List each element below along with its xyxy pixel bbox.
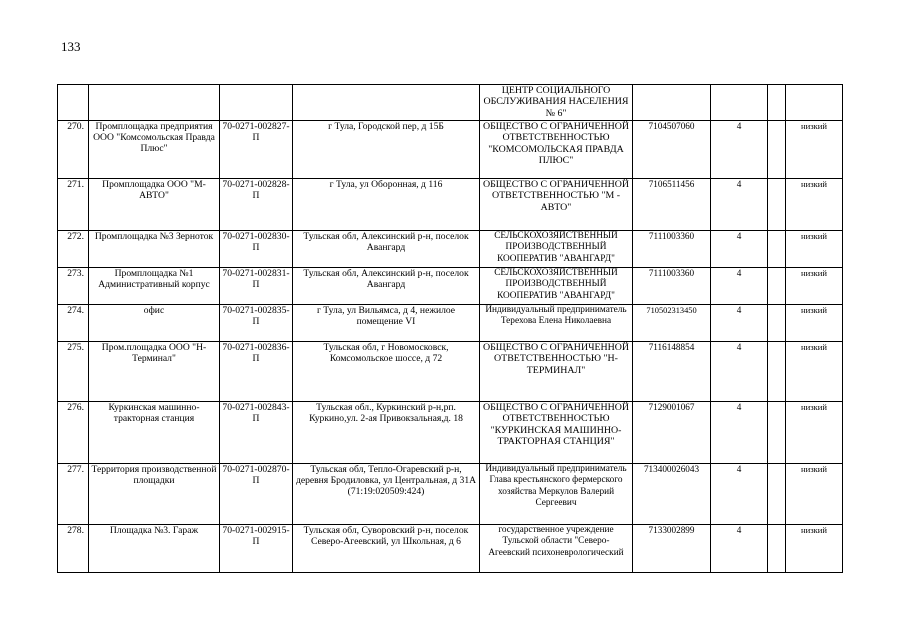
extra-cell [768,305,786,342]
object-code: 70-0271-002827-П [220,121,293,179]
object-owner: СЕЛЬСКОХОЗЯЙСТВЕННЫЙ ПРОИЗВОДСТВЕННЫЙ КООПЕРАТИВ "АВАНГАРД" [480,268,633,305]
object-code: 70-0271-002828-П [220,179,293,231]
page-number: 133 [61,39,81,54]
extra-cell [768,121,786,179]
owner-inn [633,85,711,121]
object-name: Куркинская машинно-тракторная станция [89,402,220,464]
object-category [711,85,768,121]
object-owner: ОБЩЕСТВО С ОГРАНИЧЕННОЙ ОТВЕТСТВЕННОСТЬЮ "Н-ТЕРМИНАЛ" [480,342,633,402]
owner-inn: 7116148854 [633,342,711,402]
risk-level: низкий [786,525,843,573]
object-code: 70-0271-002830-П [220,231,293,268]
table-row [58,179,843,231]
row-number: 278. [58,525,89,573]
owner-inn: 710502313450 [633,305,711,342]
table-row [58,464,843,525]
object-code [220,85,293,121]
object-name: Промплощадка №3 Зерноток [89,231,220,268]
object-address [293,85,480,121]
object-category: 4 [711,121,768,179]
owner-inn: 7111003360 [633,268,711,305]
table-row [58,121,843,179]
extra-cell [768,464,786,525]
row-number: 271. [58,179,89,231]
object-category: 4 [711,342,768,402]
row-number [58,85,89,121]
object-name: Промплощадка №1 Административный корпус [89,268,220,305]
object-address: г Тула, ул Вильямса, д 4, нежилое помещение VI [293,305,480,342]
object-category: 4 [711,402,768,464]
owner-inn: 713400026043 [633,464,711,525]
object-name: Территория производственной площадки [89,464,220,525]
object-code: 70-0271-002870-П [220,464,293,525]
owner-inn: 7104507060 [633,121,711,179]
object-name: офис [89,305,220,342]
object-name: Пром.площадка ООО "Н-Терминал" [89,342,220,402]
extra-cell [768,525,786,573]
object-code: 70-0271-002843-П [220,402,293,464]
table-row [58,85,843,121]
owner-inn: 7106511456 [633,179,711,231]
object-name: Площадка №3. Гараж [89,525,220,573]
object-address: Тульская обл., Куркинский р-н,рп. Куркино,ул. 2-ая Привокзальная,д. 18 [293,402,480,464]
risk-level: низкий [786,121,843,179]
object-code: 70-0271-002915-П [220,525,293,573]
object-category: 4 [711,268,768,305]
registry-table [57,84,843,573]
table-row [58,268,843,305]
risk-level: низкий [786,268,843,305]
object-address: г Тула, Городской пер, д 15Б [293,121,480,179]
row-number: 273. [58,268,89,305]
table-row [58,525,843,573]
extra-cell [768,231,786,268]
risk-level: низкий [786,179,843,231]
row-number: 276. [58,402,89,464]
risk-level: низкий [786,231,843,268]
object-code: 70-0271-002836-П [220,342,293,402]
risk-level: низкий [786,464,843,525]
extra-cell [768,268,786,305]
object-address: Тульская обл, Алексинский р-н, поселок Авангард [293,231,480,268]
row-number: 275. [58,342,89,402]
object-code: 70-0271-002835-П [220,305,293,342]
object-owner: ОБЩЕСТВО С ОГРАНИЧЕННОЙ ОТВЕТСТВЕННОСТЬЮ "КУРКИНСКАЯ МАШИННО-ТРАКТОРНАЯ СТАНЦИЯ" [480,402,633,464]
owner-inn: 7133002899 [633,525,711,573]
extra-cell [768,342,786,402]
object-category: 4 [711,231,768,268]
risk-level [786,85,843,121]
row-number: 277. [58,464,89,525]
row-number: 272. [58,231,89,268]
object-address: Тульская обл, г Новомосковск, Комсомольское шоссе, д 72 [293,342,480,402]
object-owner: государственное учреждение Тульской области "Северо-Агеевский психоневрологический [480,525,633,573]
object-address: Тульская обл, Тепло-Огаревский р-н, деревня Бродиловка, ул Центральная, д 31А (71:19:020509:424) [293,464,480,525]
risk-level: низкий [786,305,843,342]
object-owner: Индивидуальный предприниматель Терехова Елена Николаевна [480,305,633,342]
table-row [58,231,843,268]
object-owner: ЦЕНТР СОЦИАЛЬНОГО ОБСЛУЖИВАНИЯ НАСЕЛЕНИЯ № 6" [480,85,633,121]
extra-cell [768,402,786,464]
object-code: 70-0271-002831-П [220,268,293,305]
owner-inn: 7129001067 [633,402,711,464]
owner-inn: 7111003360 [633,231,711,268]
object-address: г Тула, ул Оборонная, д 116 [293,179,480,231]
object-owner: ОБЩЕСТВО С ОГРАНИЧЕННОЙ ОТВЕТСТВЕННОСТЬЮ "М - АВТО" [480,179,633,231]
object-address: Тульская обл, Алексинский р-н, поселок Авангард [293,268,480,305]
object-name: Промплощадка предприятия ООО "Комсомольская Правда Плюс" [89,121,220,179]
object-owner: Индивидуальный предприниматель Глава крестьянского фермерского хозяйства Меркулов Валерий Сергеевич [480,464,633,525]
object-owner: СЕЛЬСКОХОЗЯЙСТВЕННЫЙ ПРОИЗВОДСТВЕННЫЙ КООПЕРАТИВ "АВАНГАРД" [480,231,633,268]
object-category: 4 [711,525,768,573]
table-row [58,402,843,464]
risk-level: низкий [786,342,843,402]
object-category: 4 [711,179,768,231]
extra-cell [768,179,786,231]
object-category: 4 [711,464,768,525]
object-owner: ОБЩЕСТВО С ОГРАНИЧЕННОЙ ОТВЕТСТВЕННОСТЬЮ "КОМСОМОЛЬСКАЯ ПРАВДА ПЛЮС" [480,121,633,179]
row-number: 270. [58,121,89,179]
extra-cell [768,85,786,121]
risk-level: низкий [786,402,843,464]
object-address: Тульская обл, Суворовский р-н, поселок Северо-Агеевский, ул Школьная, д 6 [293,525,480,573]
object-category: 4 [711,305,768,342]
table-row [58,342,843,402]
row-number: 274. [58,305,89,342]
object-name: Промплощадка ООО "М-АВТО" [89,179,220,231]
object-name [89,85,220,121]
table-row [58,305,843,342]
